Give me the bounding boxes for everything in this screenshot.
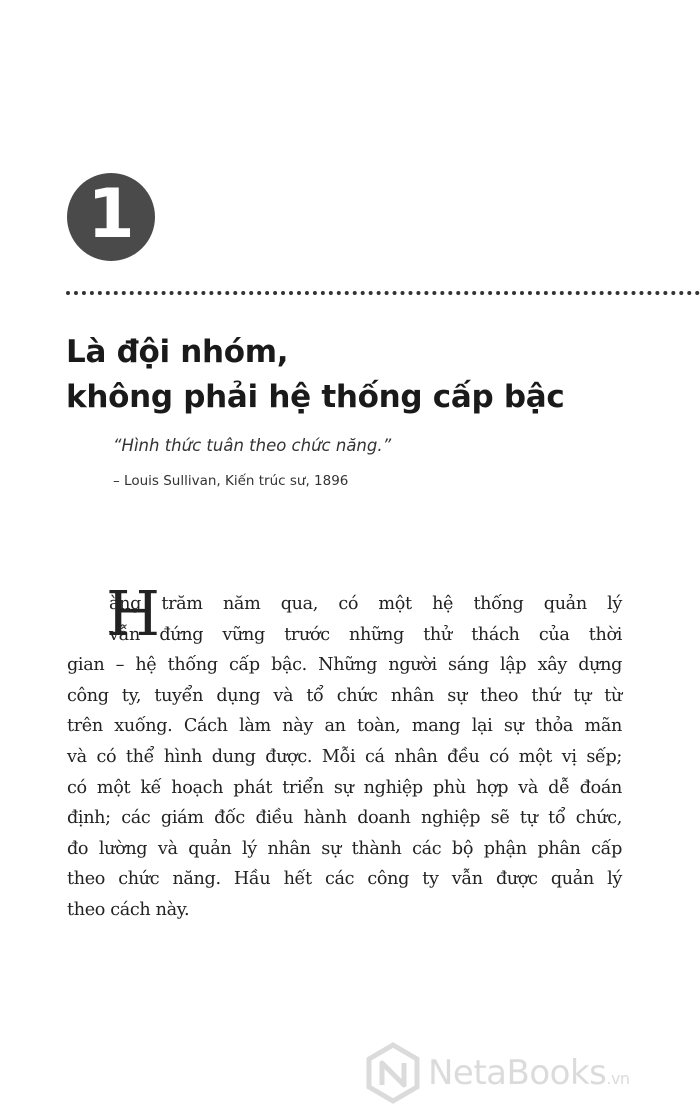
watermark-brand: NetaBooks.vn: [428, 1053, 630, 1093]
dotted-divider: [66, 291, 700, 295]
body-line: đo lường và quản lý nhân sự thành các bộ phận phân cấp: [67, 838, 622, 859]
body-line: gian – hệ thống cấp bậc. Những người sáng lập xây dựng: [67, 655, 622, 676]
body-line: định; các giám đốc điều hành doanh nghiệp sẽ tự tổ chức,: [67, 808, 622, 829]
chapter-number-badge: [67, 173, 155, 261]
chapter-title-line-1: Là đội nhóm,: [66, 334, 289, 370]
watermark-tld: .vn: [606, 1069, 630, 1088]
watermark: [362, 1042, 630, 1104]
epigraph-quote: “Hình thức tuân theo chức năng.”: [113, 436, 392, 455]
chapter-number: 1: [87, 175, 135, 254]
body-paragraph: [67, 589, 622, 926]
body-line: có một kế hoạch phát triển sự nghiệp phù hợp và dễ đoán: [67, 777, 622, 798]
chapter-title: [66, 330, 686, 420]
body-line: và có thể hình dung được. Mỗi cá nhân đều có một vị sếp;: [67, 746, 622, 767]
chapter-title-line-2: không phải hệ thống cấp bậc: [66, 379, 565, 415]
body-line: vẫn đứng vững trước những thử thách của thời: [109, 624, 622, 645]
body-line: theo chức năng. Hầu hết các công ty vẫn được quản lý: [67, 869, 622, 890]
drop-cap: H: [106, 577, 161, 650]
body-line: công ty, tuyển dụng và tổ chức nhân sự theo thứ tự từ: [67, 685, 622, 706]
hexagon-n-logo-icon: [362, 1042, 424, 1104]
body-line: àng trăm năm qua, có một hệ thống quản lý: [109, 594, 622, 614]
epigraph-attribution: – Louis Sullivan, Kiến trúc sư, 1896: [113, 473, 349, 489]
body-line: trên xuống. Cách làm này an toàn, mang lại sự thỏa mãn: [67, 716, 622, 737]
body-line: theo cách này.: [67, 899, 190, 920]
